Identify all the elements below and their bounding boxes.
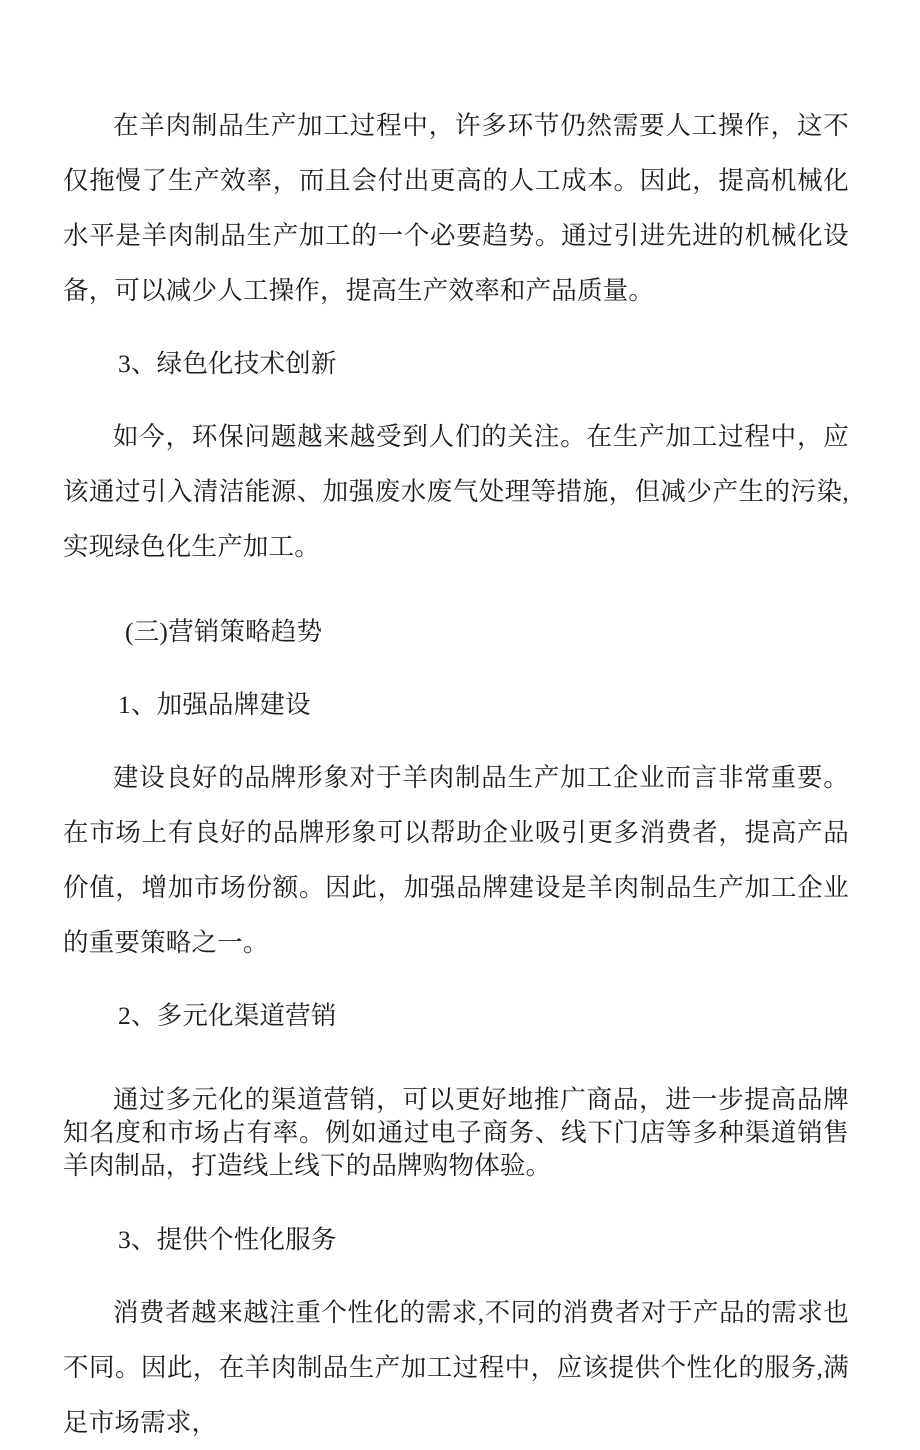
heading-section-marketing-strategy-trends: (三)营销策略趋势 [125,617,323,646]
spacer [63,1267,849,1285]
paragraph-diversified-channel-marketing: 通过多元化的渠道营销，可以更好地推广商品，进一步提高品牌知名度和市场占有率。例如通过电子商务、线下门店等多种渠道销售羊肉制品，打造线上线下的品牌购物体验。 [63,1085,849,1180]
document-text-column [63,0,849,1450]
paragraph-personalized-service: 消费者越来越注重个性化的需求,不同的消费者对于产品的需求也不同。因此，在羊肉制品生产加工过程中，应该提供个性化的服务,满足市场需求， [63,1298,849,1437]
spacer [63,574,849,604]
spacer [63,391,849,409]
spacer [63,732,849,750]
heading-diversified-channel-marketing: 2、多元化渠道营销 [118,1001,337,1030]
heading-strengthen-brand-building: 1、加强品牌建设 [118,690,311,719]
heading-personalized-service: 3、提供个性化服务 [118,1225,337,1254]
paragraph-brand-building: 建设良好的品牌形象对于羊肉制品生产加工企业而言非常重要。在市场上有良好的品牌形象可以帮助企业吸引更多消费者，提高产品价值，增加市场份额。因此，加强品牌建设是羊肉制品生产加工企业的重要策略之一。 [63,763,849,957]
paragraph-green-technology: 如今，环保问题越来越受到人们的关注。在生产加工过程中，应该通过引入清洁能源、加强废水废气处理等措施，但减少产生的污染,实现绿色化生产加工。 [63,422,849,561]
spacer [63,1182,849,1212]
top-margin-spacer [63,0,849,98]
heading-green-technology-innovation: 3、绿色化技术创新 [118,349,337,378]
spacer [63,659,849,677]
paragraph-mechanization: 在羊肉制品生产加工过程中，许多环节仍然需要人工操作，这不仅拖慢了生产效率，而且会付出更高的人工成本。因此，提高机械化水平是羊肉制品生产加工的一个必要趋势。通过引进先进的机械化设备，可以减少人工操作，提高生产效率和产品质量。 [63,111,849,305]
spacer [63,318,849,336]
spacer [63,1043,849,1083]
spacer [63,970,849,988]
